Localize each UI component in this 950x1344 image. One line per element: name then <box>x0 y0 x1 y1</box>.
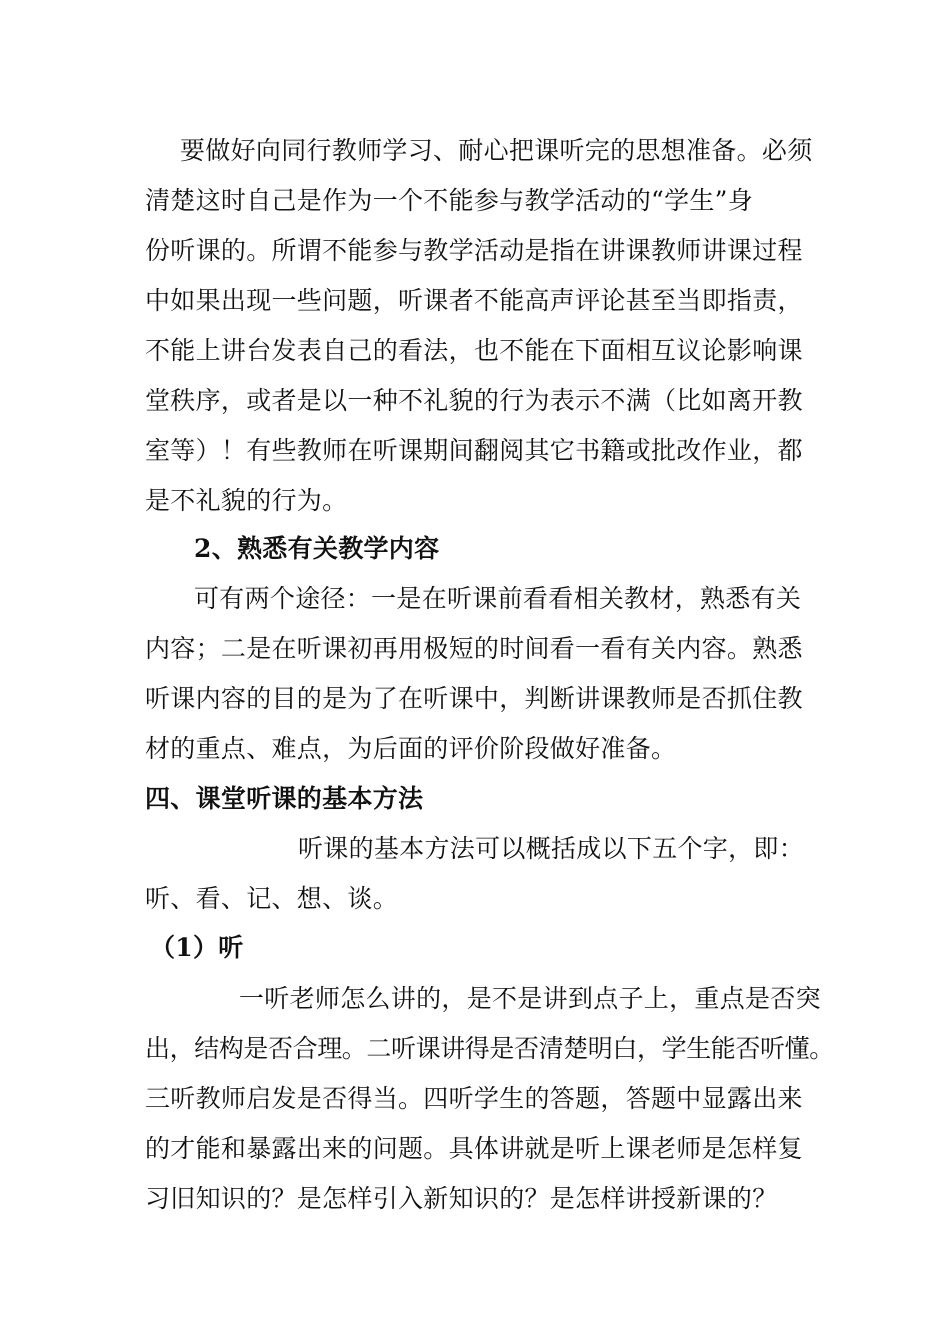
text-line: 听课的基本方法可以概括成以下五个字，即： <box>298 834 805 863</box>
text-line: 内容；二是在听课初再用极短的时间看一看有关内容。熟悉 <box>145 634 803 663</box>
text-line: 听、看、记、想、谈。 <box>145 884 399 913</box>
text-line: 三听教师启发是否得当。四听学生的答题，答题中显露出来 <box>145 1084 803 1113</box>
section-heading: 2、熟悉有关教学内容 <box>194 534 440 563</box>
text-line: 可有两个途径：一是在听课前看看相关教材，熟悉有关 <box>194 584 802 613</box>
text-line: 不能上讲台发表自己的看法，也不能在下面相互议论影响课 <box>145 336 803 365</box>
text-line: 室等）！有些教师在听课期间翻阅其它书籍或批改作业，都 <box>145 436 803 465</box>
text-line: 中如果出现一些问题，听课者不能高声评论甚至当即指责， <box>145 286 803 315</box>
text-line: 材的重点、难点，为后面的评价阶段做好准备。 <box>145 734 677 763</box>
text-line: 出，结构是否合理。二听课讲得是否清楚明白，学生能否听懂。 <box>145 1034 834 1063</box>
text-line: 听课内容的目的是为了在听课中，判断讲课教师是否抓住教 <box>145 684 803 713</box>
text-line: 的才能和暴露出来的问题。具体讲就是听上课老师是怎样复 <box>145 1134 803 1163</box>
text-line: 要做好向同行教师学习、耐心把课听完的思想准备。必须 <box>180 136 813 165</box>
chapter-heading: 四、课堂听课的基本方法 <box>145 784 424 813</box>
text-line: 份听课的。所谓不能参与教学活动是指在讲课教师讲课过程 <box>145 236 803 265</box>
text-line: 堂秩序，或者是以一种不礼貌的行为表示不满（比如离开教 <box>145 386 803 415</box>
text-line: 是不礼貌的行为。 <box>145 486 348 515</box>
text-line: 清楚这时自己是作为一个不能参与教学活动的“学生”身 <box>145 186 754 215</box>
text-line: 一听老师怎么讲的，是不是讲到点子上，重点是否突 <box>239 984 821 1013</box>
text-line: 习旧知识的？是怎样引入新知识的？是怎样讲授新课的？ <box>145 1184 778 1213</box>
subsection-heading: （1）听 <box>150 933 244 962</box>
